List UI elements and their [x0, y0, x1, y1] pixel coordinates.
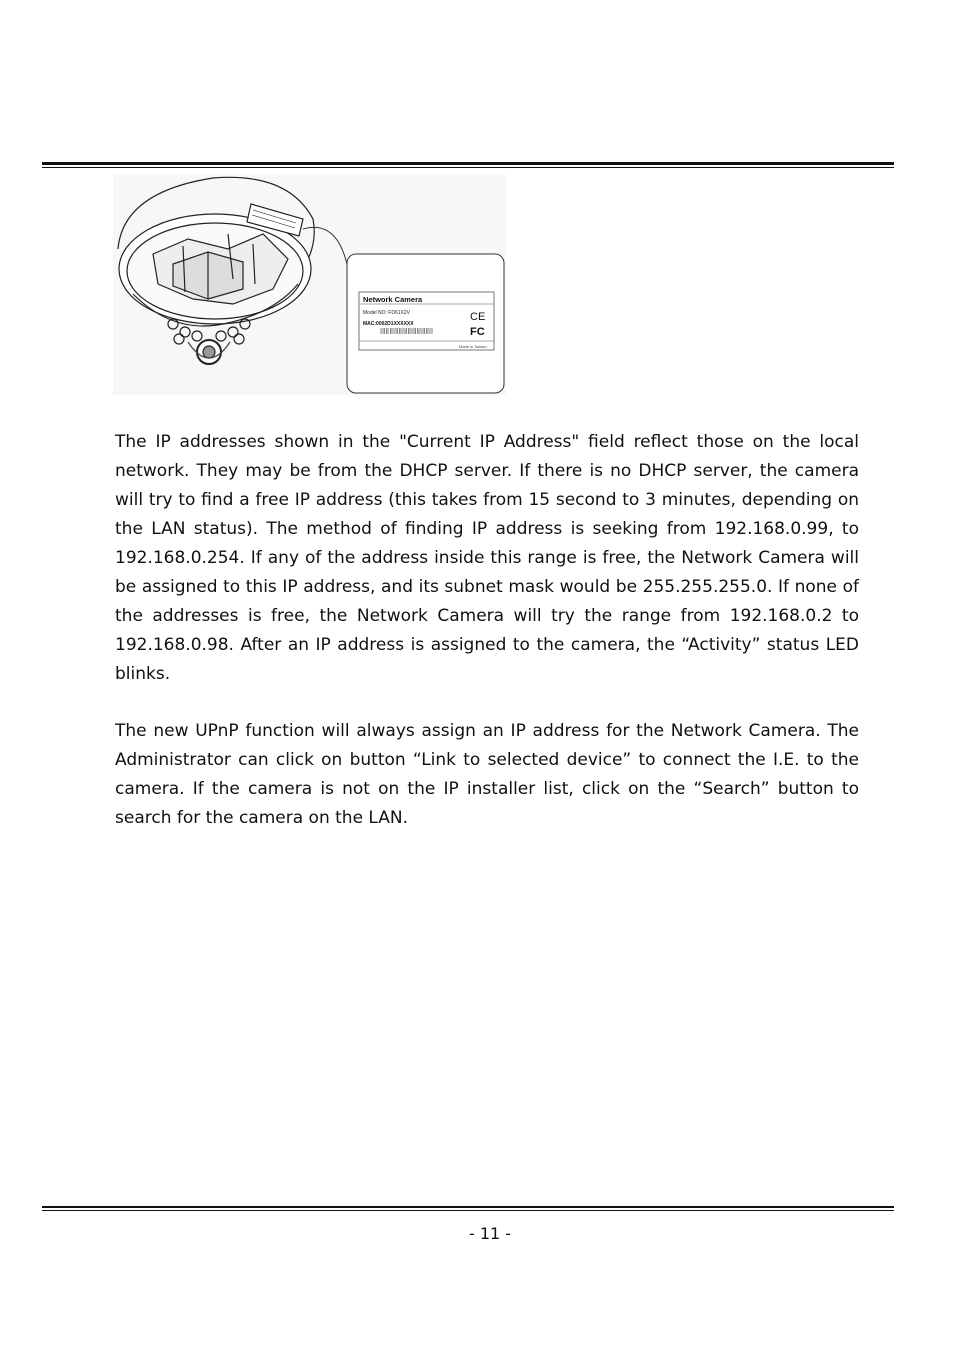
fcc-mark-icon: FC — [470, 326, 485, 338]
label-model: Model NO: FD61X2V — [363, 310, 410, 316]
footer-rule — [42, 1206, 894, 1211]
label-title: Network Camera — [363, 295, 423, 304]
camera-label-figure — [113, 174, 506, 395]
page-number: - 11 - — [468, 1224, 512, 1243]
ce-mark-icon: CE — [470, 311, 486, 323]
header-rule — [42, 162, 894, 168]
body-paragraph-ip-address: The IP addresses shown in the "Current IP Address" field reflect those on the local network. They may be from the DHCP server. If there is no DHCP server, the camera will try to find a free IP address (this takes from 15 second to 3 minutes, depending on the LAN status). The method of finding IP address is seeking from 192.168.0.99, to 192.168.0.254. If any of the address inside this range is free, the Network Camera will be assigned to this IP address, and its subnet mask would be 255.255.255.0. If none of the addresses is free, the Network Camera will try the range from 192.168.0.2 to 192.168.0.98. After an IP address is assigned to the camera, the “Activity” status LED blinks. — [115, 432, 859, 684]
label-origin: Made in Taiwan — [459, 344, 487, 349]
label-mac: MAC:0002D1XXXXXX — [363, 321, 414, 327]
body-paragraph-upnp: The new UPnP function will always assign an IP address for the Network Camera. The Administrator can click on button “Link to selected device” to connect the I.E. to the camera. If the camera is not on the IP installer list, click on the “Search” button to search for the camera on the LAN. — [115, 721, 859, 828]
